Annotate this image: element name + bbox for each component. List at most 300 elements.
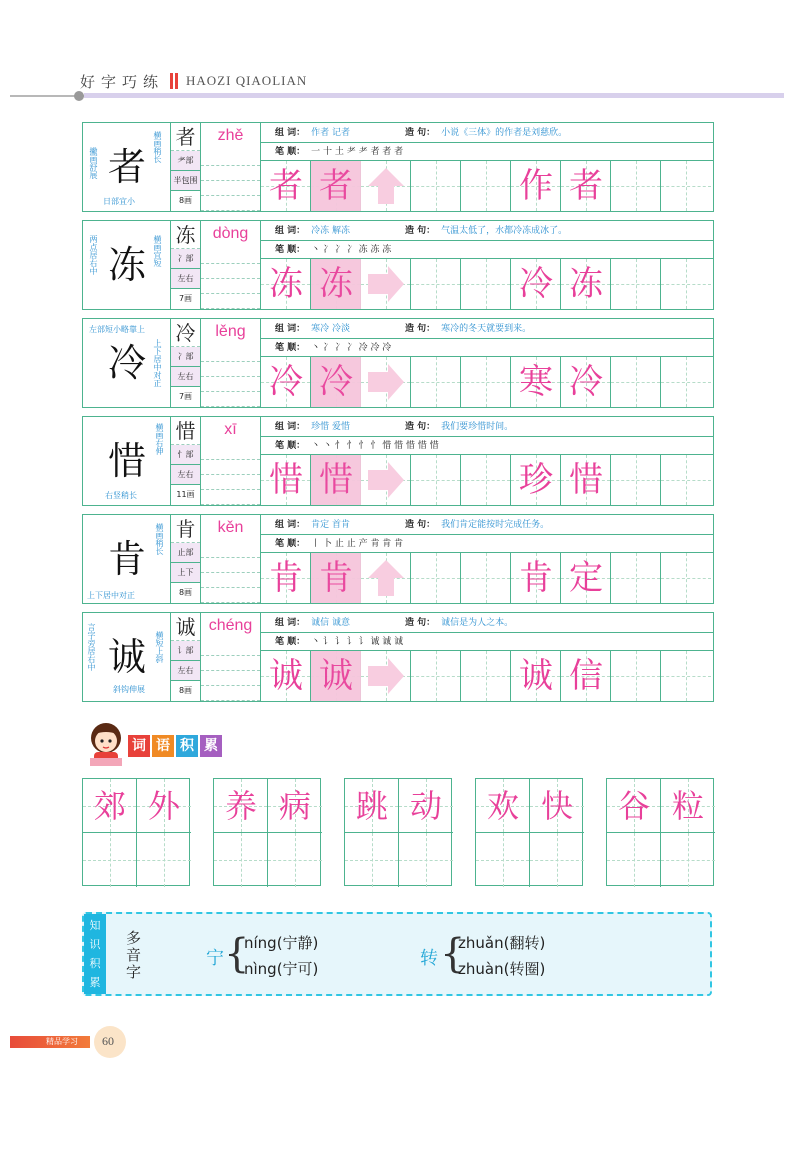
pinyin-line — [201, 686, 260, 701]
character-info — [171, 613, 201, 701]
character-row — [82, 318, 714, 408]
character-row — [82, 416, 714, 506]
trace-glyph: 惜 — [311, 455, 361, 505]
structure-label: 半包围 — [171, 171, 200, 191]
stroke-order-label: 笔 顺： — [275, 441, 306, 451]
vocab-cell[interactable] — [476, 779, 530, 833]
header-accent-band — [84, 93, 784, 98]
writing-cell[interactable] — [361, 553, 411, 603]
writing-cell[interactable] — [611, 553, 661, 603]
model-character: 诚 — [107, 635, 146, 679]
vocab-word-box — [606, 778, 714, 886]
writing-tip: 横画宜短 — [153, 235, 162, 267]
pinyin-line — [201, 445, 260, 460]
pinyin-box — [201, 515, 261, 603]
sentence-wrap — [405, 221, 567, 241]
writing-cell[interactable] — [561, 161, 611, 211]
character-info — [171, 221, 201, 309]
vocab-cell[interactable] — [137, 779, 191, 833]
vocab-cell[interactable] — [399, 833, 453, 887]
writing-tip: 两点居右中 — [89, 235, 98, 275]
structure-label: 左右 — [171, 269, 200, 289]
stroke-count: 7画 — [171, 289, 200, 309]
radical-label: 耂部 — [171, 151, 200, 171]
stroke-order-line — [261, 437, 713, 455]
practice-area — [261, 613, 713, 701]
example-glyph: 惜 — [569, 460, 603, 500]
radical-label: 冫部 — [171, 249, 200, 269]
pinyin-line — [201, 460, 260, 475]
footer-label: 精品学习 — [46, 1037, 78, 1046]
knowledge-box — [82, 912, 712, 996]
header-divider — [170, 73, 173, 89]
writing-cell[interactable] — [661, 259, 711, 309]
writing-cell[interactable] — [611, 259, 661, 309]
writing-cell[interactable] — [461, 259, 511, 309]
character-model-panel — [83, 515, 171, 603]
structure-label: 上下 — [171, 563, 200, 583]
words-sentence-line — [261, 221, 713, 241]
vocab-char: 郊 — [93, 787, 126, 825]
pinyin-text: xī — [224, 421, 237, 438]
writing-tip: 撇画舒展 — [89, 147, 98, 179]
writing-cell[interactable] — [261, 161, 311, 211]
sample-glyph: 惜 — [269, 460, 303, 500]
writing-cell[interactable] — [361, 357, 411, 407]
writing-tip: 横画右伸 — [155, 423, 164, 455]
character-info — [171, 123, 201, 211]
words-sentence-line — [261, 613, 713, 633]
vocab-cell[interactable] — [268, 779, 322, 833]
pinyin-line — [201, 249, 260, 264]
vocab-cell[interactable] — [214, 779, 268, 833]
pinyin-box — [201, 319, 261, 407]
stroke-order-label: 笔 顺： — [275, 245, 306, 255]
pinyin-line — [201, 656, 260, 671]
model-character: 者 — [107, 145, 146, 189]
pinyin-line — [201, 264, 260, 279]
stroke-order-label: 笔 顺： — [275, 343, 306, 353]
vocab-char: 养 — [224, 787, 257, 825]
pinyin-text: zhě — [217, 127, 244, 144]
writing-cell[interactable] — [661, 455, 711, 505]
pinyin-line — [201, 573, 260, 588]
model-character: 冷 — [107, 341, 146, 385]
reading-2: nìng(宁可) — [244, 960, 319, 978]
pinyin-line — [201, 294, 260, 309]
writing-cell[interactable] — [361, 259, 411, 309]
vocab-cell[interactable] — [83, 833, 137, 887]
writing-cell[interactable] — [411, 357, 461, 407]
writing-cell[interactable] — [311, 455, 361, 505]
arrow-up-icon — [366, 558, 406, 598]
stroke-count: 11画 — [171, 485, 200, 505]
structure-label: 左右 — [171, 661, 200, 681]
words-label: 组 词： — [275, 324, 306, 334]
writing-cell[interactable] — [511, 357, 561, 407]
character-info — [171, 319, 201, 407]
sentence-wrap — [405, 319, 531, 339]
polyphone-char: 转 — [420, 948, 438, 969]
writing-cell[interactable] — [461, 553, 511, 603]
pinyin-line — [201, 392, 260, 407]
writing-cell[interactable] — [261, 259, 311, 309]
writing-cell[interactable] — [611, 651, 661, 701]
model-character: 惜 — [107, 439, 146, 483]
pinyin-line — [201, 543, 260, 558]
writing-cell[interactable] — [561, 455, 611, 505]
writing-cell[interactable] — [611, 455, 661, 505]
knowledge-side-label — [84, 914, 106, 994]
pinyin-box — [201, 613, 261, 701]
writing-cell[interactable] — [511, 553, 561, 603]
writing-cell[interactable] — [461, 455, 511, 505]
writing-cell[interactable] — [561, 259, 611, 309]
vocab-tag: 语 — [152, 735, 174, 757]
writing-cell[interactable] — [361, 455, 411, 505]
brace-icon: { — [224, 931, 250, 977]
arrow-right-icon — [366, 460, 406, 500]
sentence-label: 造 句： — [405, 422, 436, 432]
stroke-order-line — [261, 339, 713, 357]
vocab-grid — [82, 778, 714, 886]
writing-tip: 横短上斜 — [155, 631, 164, 663]
words-label: 组 词： — [275, 226, 306, 236]
vocab-cell[interactable] — [214, 833, 268, 887]
writing-cell[interactable] — [511, 455, 561, 505]
pinyin-line — [201, 362, 260, 377]
stroke-order-value: 丶 丶 忄 忄 忄 忄 惜 惜 惜 惜 惜 — [311, 441, 439, 451]
vocab-word-box — [475, 778, 583, 886]
vocab-cell[interactable] — [137, 833, 191, 887]
writing-cell[interactable] — [611, 357, 661, 407]
writing-cell[interactable] — [261, 357, 311, 407]
knowledge-side-char: 识 — [89, 938, 101, 951]
sample-glyph: 诚 — [269, 656, 303, 696]
words-label: 组 词： — [275, 618, 306, 628]
vocab-word-box — [213, 778, 321, 886]
example-glyph: 定 — [569, 558, 603, 598]
stroke-count: 8画 — [171, 191, 200, 211]
stroke-order-value: 一 十 土 耂 耂 者 者 者 — [311, 147, 404, 157]
words-label: 组 词： — [275, 422, 306, 432]
vocab-header — [84, 720, 224, 772]
sample-glyph: 冷 — [269, 362, 303, 402]
stroke-count: 7画 — [171, 387, 200, 407]
character-row — [82, 612, 714, 702]
arrow-right-icon — [366, 362, 406, 402]
practice-area — [261, 515, 713, 603]
practice-area — [261, 221, 713, 309]
pinyin-line — [201, 558, 260, 573]
sentence-label: 造 句： — [405, 520, 436, 530]
header-title: 好字巧练 — [80, 72, 165, 91]
pinyin-line — [201, 151, 260, 166]
vocab-cell[interactable] — [530, 779, 584, 833]
header-subtitle: HAOZI QIAOLIAN — [186, 73, 308, 88]
writing-tip: 言字旁居右中 — [87, 623, 96, 671]
trace-glyph: 诚 — [311, 651, 361, 701]
writing-cell[interactable] — [411, 455, 461, 505]
vocab-tag: 词 — [128, 735, 150, 757]
vocab-cell[interactable] — [607, 779, 661, 833]
writing-cell[interactable] — [261, 651, 311, 701]
stroke-order-label: 笔 顺： — [275, 539, 306, 549]
character-info — [171, 515, 201, 603]
words-value: 作者 记者 — [311, 128, 351, 138]
model-character: 冻 — [107, 243, 146, 287]
sentence-label: 造 句： — [405, 324, 436, 334]
sentence-value: 我们要珍惜时间。 — [441, 422, 514, 432]
stroke-order-line — [261, 535, 713, 553]
pinyin-line — [201, 641, 260, 656]
writing-cell[interactable] — [411, 259, 461, 309]
writing-cell[interactable] — [461, 651, 511, 701]
arrow-right-icon — [366, 656, 406, 696]
example-glyph: 珍 — [519, 460, 553, 500]
writing-cell[interactable] — [561, 357, 611, 407]
character-info — [171, 417, 201, 505]
stroke-order-value: 丨 卜 止 止 产 肯 肯 肯 — [311, 539, 404, 549]
stroke-order-label: 笔 顺： — [275, 637, 306, 647]
words-value: 冷冻 解冻 — [311, 226, 351, 236]
writing-cell[interactable] — [311, 161, 361, 211]
writing-cell[interactable] — [561, 651, 611, 701]
pinyin-text: dòng — [212, 225, 249, 242]
sentence-label: 造 句： — [405, 128, 436, 138]
writing-cell[interactable] — [361, 161, 411, 211]
vocab-tag: 积 — [176, 735, 198, 757]
character-model-panel — [83, 319, 171, 407]
sentence-value: 寒冷的冬天就要到来。 — [441, 324, 532, 334]
sentence-value: 小说《三体》的作者是刘慈欣。 — [441, 128, 568, 138]
stroke-order-value: 丶 冫 冫 冫 冷 冷 冷 — [311, 343, 392, 353]
writing-cell[interactable] — [611, 161, 661, 211]
writing-cell[interactable] — [311, 357, 361, 407]
pinyin-line — [201, 166, 260, 181]
sample-glyph: 冻 — [269, 264, 303, 304]
pinyin-text: chéng — [208, 617, 253, 634]
writing-cell[interactable] — [461, 357, 511, 407]
example-glyph: 寒 — [519, 362, 553, 402]
writing-tip: 上下居中对正 — [153, 339, 162, 387]
knowledge-side-char: 累 — [89, 976, 101, 989]
sentence-wrap — [405, 613, 513, 633]
knowledge-title: 多音字 — [126, 929, 142, 981]
pinyin-box — [201, 221, 261, 309]
writing-cell[interactable] — [661, 161, 711, 211]
writing-cell[interactable] — [561, 553, 611, 603]
example-glyph: 冻 — [569, 264, 603, 304]
vocab-cell[interactable] — [530, 833, 584, 887]
pinyin-box — [201, 417, 261, 505]
radical-label: 止部 — [171, 543, 200, 563]
trace-glyph: 冷 — [311, 357, 361, 407]
writing-cell[interactable] — [661, 651, 711, 701]
writing-tip: 斜钩伸展 — [113, 685, 145, 694]
vocab-cell[interactable] — [268, 833, 322, 887]
vocab-char: 跳 — [355, 787, 388, 825]
example-glyph: 信 — [569, 656, 603, 696]
vocab-char: 快 — [540, 787, 573, 825]
words-sentence-line — [261, 515, 713, 535]
vocab-cell[interactable] — [661, 779, 715, 833]
reading-1: zhuǎn(翻转) — [458, 934, 546, 952]
sentence-value: 我们肯定能按时完成任务。 — [441, 520, 550, 530]
pinyin-line — [201, 671, 260, 686]
example-glyph: 作 — [519, 166, 553, 206]
writing-cell[interactable] — [261, 455, 311, 505]
writing-cell[interactable] — [661, 553, 711, 603]
sentence-label: 造 句： — [405, 618, 436, 628]
sentence-value: 气温太低了，水都冷冻成冰了。 — [441, 226, 568, 236]
small-character: 肯 — [171, 515, 200, 543]
vocab-word-box — [82, 778, 190, 886]
writing-tip: 左部短小略靠上 — [89, 325, 145, 334]
radical-label: 冫部 — [171, 347, 200, 367]
polyphone-char: 宁 — [206, 948, 224, 969]
pinyin-box — [201, 123, 261, 211]
words-label: 组 词： — [275, 128, 306, 138]
vocab-cell[interactable] — [607, 833, 661, 887]
header-divider-2 — [175, 73, 178, 89]
example-glyph: 冷 — [569, 362, 603, 402]
writing-tip: 横画稍长 — [153, 131, 162, 163]
character-row — [82, 514, 714, 604]
brace-icon: { — [440, 931, 466, 977]
words-label: 组 词： — [275, 520, 306, 530]
knowledge-side-char: 积 — [89, 957, 101, 970]
words-value: 寒冷 冷淡 — [311, 324, 351, 334]
words-value: 珍惜 爱惜 — [311, 422, 351, 432]
header-dot — [74, 91, 84, 101]
writing-cell[interactable] — [661, 357, 711, 407]
words-value: 诚信 诚意 — [311, 618, 351, 628]
example-glyph: 肯 — [519, 558, 553, 598]
pinyin-text: kěn — [217, 519, 244, 536]
sample-glyph: 者 — [269, 166, 303, 206]
reading-2: zhuàn(转圈) — [458, 960, 546, 978]
writing-grid — [261, 259, 713, 309]
vocab-cell[interactable] — [661, 833, 715, 887]
vocab-char: 动 — [409, 787, 442, 825]
arrow-right-icon — [366, 264, 406, 304]
words-sentence-line — [261, 123, 713, 143]
stroke-order-line — [261, 143, 713, 161]
stroke-order-value: 丶 讠 讠 讠 讠 诚 诚 诚 — [311, 637, 404, 647]
sentence-value: 诚信是为人之本。 — [441, 618, 514, 628]
small-character: 惜 — [171, 417, 200, 445]
writing-cell[interactable] — [511, 259, 561, 309]
character-model-panel — [83, 123, 171, 211]
writing-tip: 上下居中对正 — [87, 591, 135, 600]
vocab-char: 谷 — [617, 787, 650, 825]
writing-tip: 右竖稍长 — [105, 491, 137, 500]
writing-grid — [261, 651, 713, 701]
radical-label: 忄部 — [171, 445, 200, 465]
writing-grid — [261, 553, 713, 603]
vocab-cell[interactable] — [476, 833, 530, 887]
stroke-order-label: 笔 顺： — [275, 147, 306, 157]
pinyin-line — [201, 490, 260, 505]
stroke-order-line — [261, 633, 713, 651]
reading-1: níng(宁静) — [244, 934, 319, 952]
stroke-count: 8画 — [171, 681, 200, 701]
practice-area — [261, 319, 713, 407]
writing-cell[interactable] — [311, 259, 361, 309]
writing-cell[interactable] — [511, 651, 561, 701]
vocab-char: 欢 — [486, 787, 519, 825]
arrow-up-icon — [366, 166, 406, 206]
vocab-cell[interactable] — [345, 833, 399, 887]
pinyin-line — [201, 588, 260, 603]
vocab-tags — [128, 735, 224, 757]
words-sentence-line — [261, 417, 713, 437]
practice-area — [261, 123, 713, 211]
trace-glyph: 肯 — [311, 553, 361, 603]
writing-cell[interactable] — [411, 651, 461, 701]
practice-area — [261, 417, 713, 505]
writing-tip: 日部宜小 — [103, 197, 135, 206]
words-value: 肯定 首肯 — [311, 520, 351, 530]
sample-glyph: 肯 — [269, 558, 303, 598]
words-sentence-line — [261, 319, 713, 339]
stroke-count: 8画 — [171, 583, 200, 603]
vocab-cell[interactable] — [345, 779, 399, 833]
pinyin-line — [201, 475, 260, 490]
small-character: 诚 — [171, 613, 200, 641]
pinyin-line — [201, 347, 260, 362]
girl-avatar-icon — [84, 720, 128, 772]
pinyin-line — [201, 377, 260, 392]
trace-glyph: 冻 — [311, 259, 361, 309]
page-header — [80, 70, 307, 92]
small-character: 冻 — [171, 221, 200, 249]
writing-cell[interactable] — [461, 161, 511, 211]
writing-grid — [261, 161, 713, 211]
writing-cell[interactable] — [361, 651, 411, 701]
page-number: 60 — [102, 1034, 114, 1048]
vocab-word-box — [344, 778, 452, 886]
writing-cell[interactable] — [411, 553, 461, 603]
writing-cell[interactable] — [311, 553, 361, 603]
sentence-wrap — [405, 123, 567, 143]
pinyin-line — [201, 196, 260, 211]
sentence-wrap — [405, 417, 513, 437]
vocab-cell[interactable] — [83, 779, 137, 833]
character-model-panel — [83, 613, 171, 701]
writing-cell[interactable] — [261, 553, 311, 603]
writing-cell[interactable] — [411, 161, 461, 211]
structure-label: 左右 — [171, 367, 200, 387]
vocab-char: 病 — [278, 787, 311, 825]
example-glyph: 诚 — [519, 656, 553, 696]
writing-cell[interactable] — [311, 651, 361, 701]
stroke-order-value: 丶 冫 冫 冫 冻 冻 冻 — [311, 245, 392, 255]
vocab-cell[interactable] — [399, 779, 453, 833]
character-row — [82, 122, 714, 212]
sentence-wrap — [405, 515, 549, 535]
pinyin-text: lěng — [215, 323, 246, 340]
radical-label: 讠部 — [171, 641, 200, 661]
character-practice-rows — [82, 122, 714, 710]
small-character: 者 — [171, 123, 200, 151]
knowledge-side-char: 知 — [89, 919, 101, 932]
writing-grid — [261, 357, 713, 407]
writing-grid — [261, 455, 713, 505]
writing-cell[interactable] — [511, 161, 561, 211]
example-glyph: 者 — [569, 166, 603, 206]
